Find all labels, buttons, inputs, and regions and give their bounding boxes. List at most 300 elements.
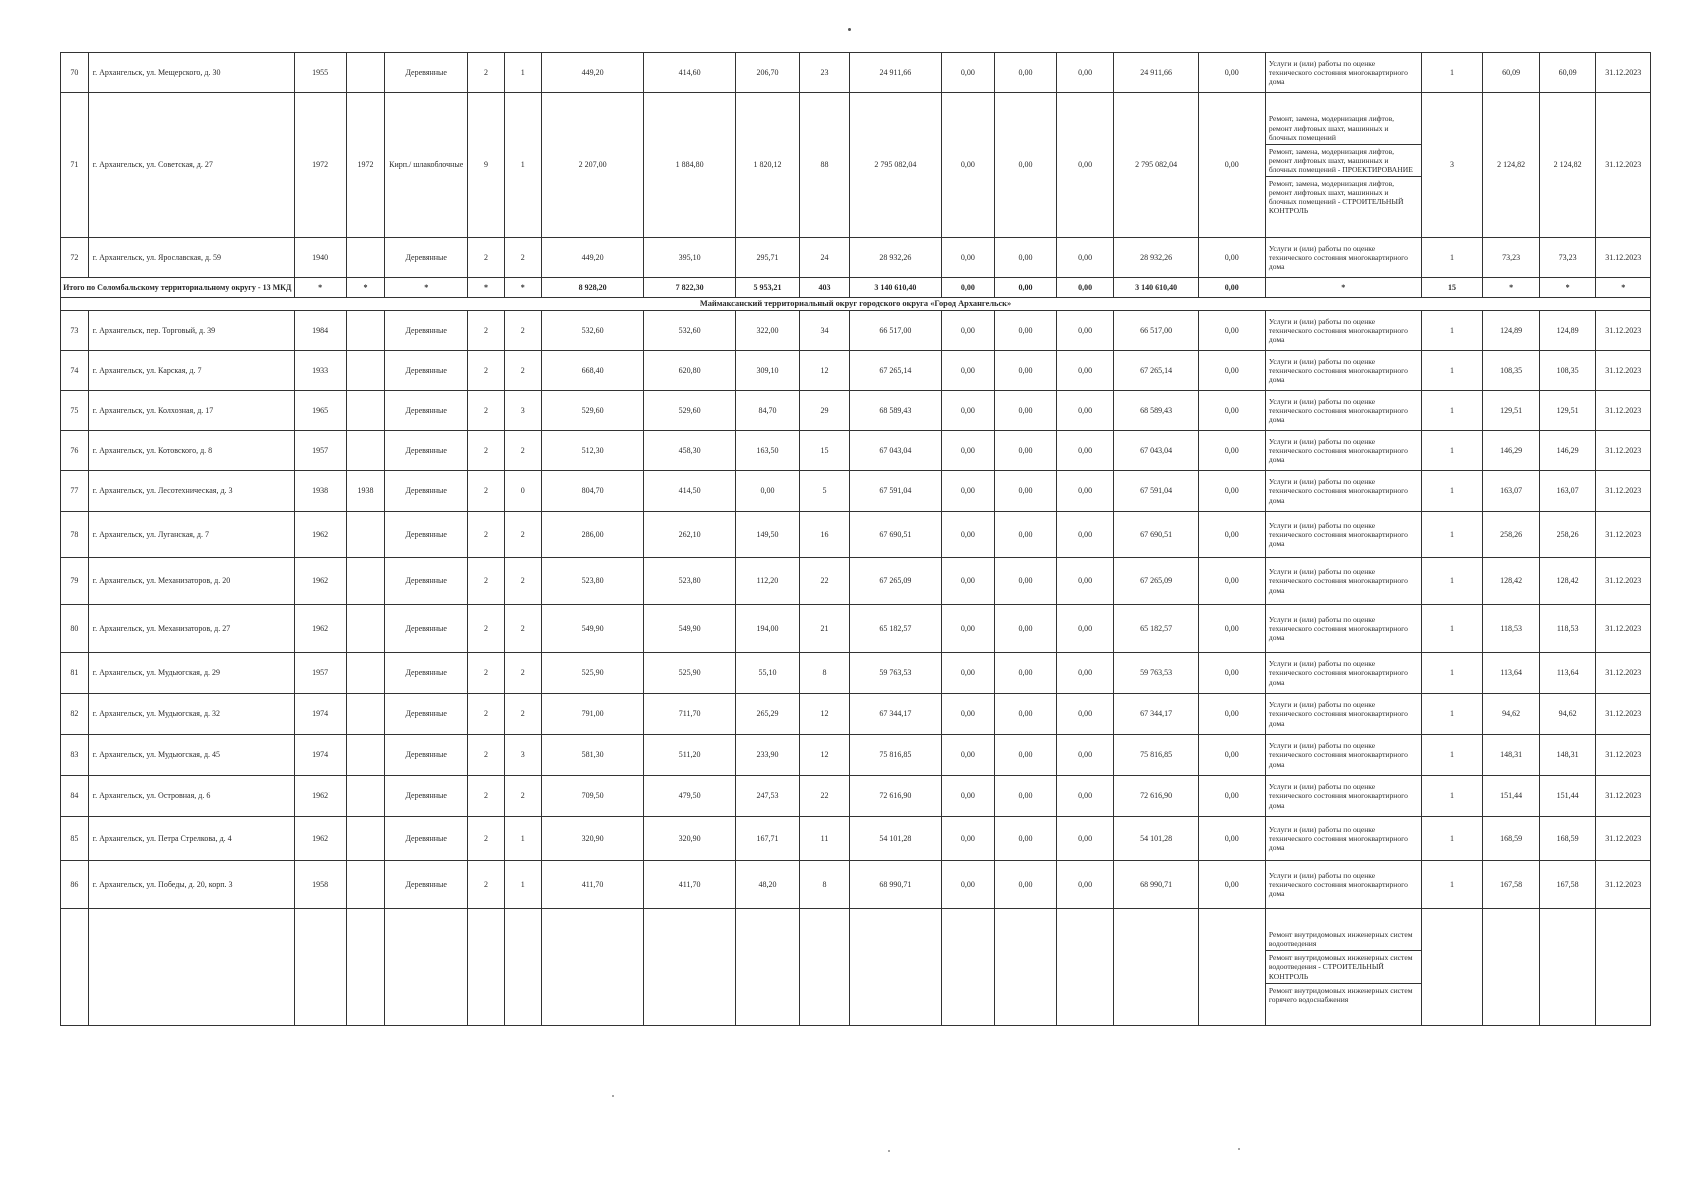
- cell-fund-3: 0,00: [1056, 558, 1114, 605]
- cell-fund-owners: 67 591,04: [1114, 471, 1198, 512]
- cell-number: 79: [61, 558, 89, 605]
- cell-deadline: 31.12.2023: [1596, 558, 1651, 605]
- total-entrances: *: [504, 278, 541, 298]
- cell-area-total: 532,60: [541, 311, 643, 351]
- cell-unit-cost: [1483, 909, 1540, 1026]
- service-item: Ремонт, замена, модернизация лифтов, ремонт лифтовых шахт, машинных и блочных помещений - СТРОИТЕЛЬНЫЙ КОНТРОЛЬ: [1266, 176, 1421, 217]
- cell-area-premises: 523,80: [644, 558, 736, 605]
- solombala-total: [61, 278, 1651, 311]
- total-service-count: 15: [1421, 278, 1483, 298]
- cell-floors: 2: [468, 351, 504, 391]
- cell-year-built: 1957: [294, 653, 346, 694]
- cell-area-premises: 525,90: [644, 653, 736, 694]
- cell-residents: 12: [799, 694, 849, 735]
- cell-address: г. Архангельск, ул. Мудьюгская, д. 29: [88, 653, 294, 694]
- cell-area-premises: 414,60: [644, 53, 736, 93]
- cell-wall-material: Деревянные: [385, 653, 468, 694]
- cell-entrances: 2: [504, 558, 541, 605]
- cell-services: [1265, 653, 1421, 694]
- cell-area-premises: 395,10: [644, 238, 736, 278]
- cell-fund-2: 0,00: [995, 238, 1057, 278]
- cell-area-premises: 479,50: [644, 776, 736, 817]
- cell-area-total: 709,50: [541, 776, 643, 817]
- cell-number: 76: [61, 431, 89, 471]
- cell-wall-material: Деревянные: [385, 471, 468, 512]
- cell-year-commission: [346, 817, 384, 861]
- cell-fund-3: 0,00: [1056, 861, 1114, 909]
- trailing-rows: [61, 909, 1651, 1026]
- cell-fund-3: 0,00: [1056, 93, 1114, 238]
- cell-area-residential: 0,00: [735, 471, 799, 512]
- cell-area-residential: 265,29: [735, 694, 799, 735]
- cell-area-premises: 511,20: [644, 735, 736, 776]
- cell-unit-cost: 118,53: [1483, 605, 1540, 653]
- table-row: [61, 512, 1651, 558]
- cell-unit-cost: 60,09: [1483, 53, 1540, 93]
- cell-area-total: 804,70: [541, 471, 643, 512]
- total-fund-3: 0,00: [1056, 278, 1114, 298]
- cell-fund-1: 0,00: [941, 351, 994, 391]
- cell-unit-cost: 148,31: [1483, 735, 1540, 776]
- service-item: Услуги и (или) работы по оценке технического состояния многоквартирного дома: [1268, 436, 1408, 465]
- cell-unit-cost: 108,35: [1483, 351, 1540, 391]
- cell-year-commission: [346, 391, 384, 431]
- total-max-unit-cost: *: [1539, 278, 1596, 298]
- cell-wall-material: Деревянные: [385, 558, 468, 605]
- cell-service-count: 1: [1421, 735, 1483, 776]
- cell-cost: 24 911,66: [850, 53, 942, 93]
- cell-number: 71: [61, 93, 89, 238]
- cell-address: г. Архангельск, ул. Котовского, д. 8: [88, 431, 294, 471]
- cell-area-premises: 458,30: [644, 431, 736, 471]
- cell-fund-owners: 59 763,53: [1114, 653, 1198, 694]
- cell-year-built: 1962: [294, 605, 346, 653]
- cell-address: г. Архангельск, пер. Торговый, д. 39: [88, 311, 294, 351]
- cell-number: 73: [61, 311, 89, 351]
- cell-wall-material: Кирп./ шлакоблочные: [385, 93, 468, 238]
- cell-deadline: [1596, 909, 1651, 1026]
- service-item: Услуги и (или) работы по оценке технического состояния многоквартирного дома: [1268, 520, 1408, 549]
- table-row: [61, 776, 1651, 817]
- cell-fund-owners: 67 265,09: [1114, 558, 1198, 605]
- cell-wall-material: Деревянные: [385, 238, 468, 278]
- cell-year-commission: [346, 909, 384, 1026]
- cell-entrances: 1: [504, 817, 541, 861]
- cell-services: [1265, 735, 1421, 776]
- cell-entrances: 2: [504, 311, 541, 351]
- cell-unit-cost: 163,07: [1483, 471, 1540, 512]
- cell-fund-2: 0,00: [995, 351, 1057, 391]
- cell-residents: 22: [799, 558, 849, 605]
- service-item: Услуги и (или) работы по оценке технического состояния многоквартирного дома: [1268, 741, 1408, 769]
- cell-deadline: 31.12.2023: [1596, 311, 1651, 351]
- cell-number: 85: [61, 817, 89, 861]
- cell-area-residential: 295,71: [735, 238, 799, 278]
- cell-fund-3: [1056, 909, 1114, 1026]
- cell-year-built: 1957: [294, 431, 346, 471]
- cell-wall-material: Деревянные: [385, 351, 468, 391]
- cell-max-unit-cost: 151,44: [1539, 776, 1596, 817]
- cell-fund-2: 0,00: [995, 431, 1057, 471]
- table-row: [61, 431, 1651, 471]
- cell-year-built: 1972: [294, 93, 346, 238]
- cell-wall-material: Деревянные: [385, 694, 468, 735]
- cell-address: г. Архангельск, ул. Мудьюгская, д. 45: [88, 735, 294, 776]
- cell-entrances: 1: [504, 53, 541, 93]
- cell-services: [1265, 605, 1421, 653]
- total-fund-owners: 3 140 610,40: [1114, 278, 1198, 298]
- cell-area-residential: 309,10: [735, 351, 799, 391]
- scan-speck: [612, 1095, 614, 1097]
- cell-fund-other: 0,00: [1198, 431, 1265, 471]
- cell-unit-cost: 113,64: [1483, 653, 1540, 694]
- cell-fund-1: 0,00: [941, 694, 994, 735]
- cell-fund-1: 0,00: [941, 391, 994, 431]
- total-residents: 403: [799, 278, 849, 298]
- cell-deadline: 31.12.2023: [1596, 512, 1651, 558]
- cell-fund-2: 0,00: [995, 861, 1057, 909]
- total-deadline: *: [1596, 278, 1651, 298]
- service-item: Услуги и (или) работы по оценке технического состояния многоквартирного дома: [1268, 614, 1408, 643]
- cell-address: г. Архангельск, ул. Механизаторов, д. 27: [88, 605, 294, 653]
- cell-deadline: 31.12.2023: [1596, 861, 1651, 909]
- cell-fund-3: 0,00: [1056, 735, 1114, 776]
- cell-fund-1: 0,00: [941, 653, 994, 694]
- cell-max-unit-cost: 129,51: [1539, 391, 1596, 431]
- cell-fund-1: 0,00: [941, 776, 994, 817]
- scan-speck: [848, 28, 851, 31]
- cell-area-total: 449,20: [541, 53, 643, 93]
- cell-service-count: 1: [1421, 694, 1483, 735]
- cell-year-built: 1984: [294, 311, 346, 351]
- total-area-premises: 7 822,30: [644, 278, 736, 298]
- cell-unit-cost: 124,89: [1483, 311, 1540, 351]
- cell-fund-3: 0,00: [1056, 351, 1114, 391]
- cell-cost: 2 795 082,04: [850, 93, 942, 238]
- cell-fund-2: 0,00: [995, 471, 1057, 512]
- cell-services: [1265, 471, 1421, 512]
- cell-fund-owners: 67 265,14: [1114, 351, 1198, 391]
- cell-address: г. Архангельск, ул. Мещерского, д. 30: [88, 53, 294, 93]
- cell-wall-material: Деревянные: [385, 512, 468, 558]
- cell-wall-material: [385, 909, 468, 1026]
- cell-fund-owners: [1114, 909, 1198, 1026]
- cell-fund-other: 0,00: [1198, 238, 1265, 278]
- cell-entrances: 2: [504, 351, 541, 391]
- cell-residents: 29: [799, 391, 849, 431]
- cell-area-premises: 411,70: [644, 861, 736, 909]
- table-row: [61, 653, 1651, 694]
- cell-cost: 67 344,17: [850, 694, 942, 735]
- cell-fund-1: 0,00: [941, 817, 994, 861]
- cell-address: г. Архангельск, ул. Мудьюгская, д. 32: [88, 694, 294, 735]
- total-label: Итого по Соломбальскому территориальному округу - 13 МКД: [61, 278, 295, 298]
- cell-residents: 21: [799, 605, 849, 653]
- cell-deadline: 31.12.2023: [1596, 53, 1651, 93]
- cell-year-built: 1962: [294, 817, 346, 861]
- cell-wall-material: Деревянные: [385, 776, 468, 817]
- cell-floors: 2: [468, 431, 504, 471]
- cell-max-unit-cost: 148,31: [1539, 735, 1596, 776]
- cell-year-built: 1962: [294, 512, 346, 558]
- cell-fund-1: [941, 909, 994, 1026]
- cell-fund-other: 0,00: [1198, 605, 1265, 653]
- cell-deadline: 31.12.2023: [1596, 694, 1651, 735]
- cell-area-premises: 1 884,80: [644, 93, 736, 238]
- cell-year-built: 1933: [294, 351, 346, 391]
- cell-entrances: 1: [504, 93, 541, 238]
- cell-area-total: 525,90: [541, 653, 643, 694]
- cell-floors: 2: [468, 311, 504, 351]
- total-services: *: [1265, 278, 1421, 298]
- total-floors: *: [468, 278, 504, 298]
- total-area-total: 8 928,20: [541, 278, 643, 298]
- cell-year-commission: [346, 512, 384, 558]
- cell-fund-owners: 67 043,04: [1114, 431, 1198, 471]
- district-total-row: [61, 278, 1651, 298]
- cell-fund-1: 0,00: [941, 512, 994, 558]
- cell-fund-owners: 65 182,57: [1114, 605, 1198, 653]
- cell-year-commission: [346, 431, 384, 471]
- total-year-commission: *: [346, 278, 384, 298]
- cell-deadline: 31.12.2023: [1596, 605, 1651, 653]
- cell-unit-cost: 258,26: [1483, 512, 1540, 558]
- cell-max-unit-cost: 168,59: [1539, 817, 1596, 861]
- cell-number: 83: [61, 735, 89, 776]
- cell-year-built: 1974: [294, 735, 346, 776]
- cell-address: г. Архангельск, ул. Карская, д. 7: [88, 351, 294, 391]
- cell-service-count: 1: [1421, 817, 1483, 861]
- cell-residents: 8: [799, 861, 849, 909]
- cell-entrances: 3: [504, 391, 541, 431]
- cell-service-count: 1: [1421, 653, 1483, 694]
- cell-floors: 2: [468, 694, 504, 735]
- solombala-rows: [61, 53, 1651, 278]
- cell-services: [1265, 861, 1421, 909]
- cell-max-unit-cost: 2 124,82: [1539, 93, 1596, 238]
- cell-unit-cost: 129,51: [1483, 391, 1540, 431]
- table-row: [61, 351, 1651, 391]
- table-row: [61, 735, 1651, 776]
- cell-services: [1265, 694, 1421, 735]
- cell-area-total: 523,80: [541, 558, 643, 605]
- cell-service-count: 1: [1421, 311, 1483, 351]
- cell-fund-1: 0,00: [941, 861, 994, 909]
- cell-year-commission: 1938: [346, 471, 384, 512]
- cell-fund-other: 0,00: [1198, 351, 1265, 391]
- cell-services: [1265, 53, 1421, 93]
- cell-fund-3: 0,00: [1056, 311, 1114, 351]
- cell-max-unit-cost: [1539, 909, 1596, 1026]
- cell-cost: 65 182,57: [850, 605, 942, 653]
- cell-residents: [799, 909, 849, 1026]
- cell-address: г. Архангельск, ул. Победы, д. 20, корп. 3: [88, 861, 294, 909]
- total-year-built: *: [294, 278, 346, 298]
- cell-area-total: 529,60: [541, 391, 643, 431]
- cell-area-premises: 549,90: [644, 605, 736, 653]
- cell-fund-2: 0,00: [995, 311, 1057, 351]
- table-row: [61, 471, 1651, 512]
- cell-area-total: [541, 909, 643, 1026]
- cell-year-built: 1962: [294, 558, 346, 605]
- table-row: [61, 93, 1651, 238]
- cell-fund-3: 0,00: [1056, 431, 1114, 471]
- service-item: Услуги и (или) работы по оценке технического состояния многоквартирного дома: [1268, 659, 1408, 687]
- cell-fund-2: 0,00: [995, 391, 1057, 431]
- cell-address: г. Архангельск, ул. Ярославская, д. 59: [88, 238, 294, 278]
- cell-floors: 2: [468, 735, 504, 776]
- cell-residents: 8: [799, 653, 849, 694]
- cell-floors: 2: [468, 605, 504, 653]
- cell-fund-1: 0,00: [941, 471, 994, 512]
- cell-entrances: 2: [504, 431, 541, 471]
- cell-floors: 2: [468, 653, 504, 694]
- cell-area-residential: 233,90: [735, 735, 799, 776]
- service-item: Услуги и (или) работы по оценке технического состояния многоквартирного дома: [1268, 356, 1408, 385]
- cell-fund-owners: 67 344,17: [1114, 694, 1198, 735]
- total-fund-other: 0,00: [1198, 278, 1265, 298]
- table-row: [61, 53, 1651, 93]
- cell-fund-1: 0,00: [941, 431, 994, 471]
- cell-address: [88, 909, 294, 1026]
- cell-fund-3: 0,00: [1056, 391, 1114, 431]
- table-row: [61, 605, 1651, 653]
- cell-area-residential: [735, 909, 799, 1026]
- cell-fund-owners: 75 816,85: [1114, 735, 1198, 776]
- cell-entrances: 2: [504, 238, 541, 278]
- cell-entrances: 2: [504, 776, 541, 817]
- cell-fund-1: 0,00: [941, 605, 994, 653]
- service-item: Услуги и (или) работы по оценке технического состояния многоквартирного дома: [1268, 477, 1408, 505]
- cell-area-premises: 414,50: [644, 471, 736, 512]
- cell-floors: 2: [468, 861, 504, 909]
- cell-area-residential: 247,53: [735, 776, 799, 817]
- cell-number: 77: [61, 471, 89, 512]
- cell-deadline: 31.12.2023: [1596, 471, 1651, 512]
- cell-unit-cost: 168,59: [1483, 817, 1540, 861]
- cell-fund-1: 0,00: [941, 735, 994, 776]
- cell-service-count: 1: [1421, 558, 1483, 605]
- cell-cost: 67 690,51: [850, 512, 942, 558]
- cell-floors: 2: [468, 471, 504, 512]
- cell-entrances: 2: [504, 605, 541, 653]
- cell-year-commission: [346, 351, 384, 391]
- maimaksa-rows: [61, 311, 1651, 909]
- cell-residents: 15: [799, 431, 849, 471]
- cell-deadline: 31.12.2023: [1596, 735, 1651, 776]
- cell-service-count: 1: [1421, 512, 1483, 558]
- cell-area-total: 2 207,00: [541, 93, 643, 238]
- cell-fund-3: 0,00: [1056, 605, 1114, 653]
- cell-fund-other: 0,00: [1198, 558, 1265, 605]
- cell-fund-2: 0,00: [995, 735, 1057, 776]
- cell-area-premises: 711,70: [644, 694, 736, 735]
- cell-cost: 67 591,04: [850, 471, 942, 512]
- cell-service-count: 1: [1421, 431, 1483, 471]
- cell-deadline: 31.12.2023: [1596, 238, 1651, 278]
- cell-address: г. Архангельск, ул. Лесотехническая, д. 3: [88, 471, 294, 512]
- table-row: [61, 817, 1651, 861]
- cell-fund-2: 0,00: [995, 694, 1057, 735]
- table-row: [61, 311, 1651, 351]
- cell-year-commission: [346, 238, 384, 278]
- cell-fund-other: 0,00: [1198, 512, 1265, 558]
- cell-entrances: 3: [504, 735, 541, 776]
- cell-cost: 59 763,53: [850, 653, 942, 694]
- cell-services: [1265, 351, 1421, 391]
- cell-year-built: 1940: [294, 238, 346, 278]
- service-item: Услуги и (или) работы по оценке технического состояния многоквартирного дома: [1268, 567, 1408, 595]
- cell-fund-3: 0,00: [1056, 653, 1114, 694]
- cell-area-total: 581,30: [541, 735, 643, 776]
- cell-entrances: 2: [504, 653, 541, 694]
- table-row-cutoff: [61, 909, 1651, 1026]
- cell-unit-cost: 2 124,82: [1483, 93, 1540, 238]
- cell-fund-owners: 28 932,26: [1114, 238, 1198, 278]
- total-fund-1: 0,00: [941, 278, 994, 298]
- cell-service-count: 1: [1421, 391, 1483, 431]
- cell-unit-cost: 94,62: [1483, 694, 1540, 735]
- cell-residents: 23: [799, 53, 849, 93]
- table-row: [61, 861, 1651, 909]
- cell-service-count: 3: [1421, 93, 1483, 238]
- cell-floors: 2: [468, 776, 504, 817]
- service-item: Ремонт внутридомовых инженерных систем водоотведения: [1268, 930, 1413, 949]
- cell-fund-1: 0,00: [941, 53, 994, 93]
- service-item: Ремонт внутридомовых инженерных систем водоотведения - СТРОИТЕЛЬНЫЙ КОНТРОЛЬ: [1266, 950, 1421, 982]
- cell-year-built: 1958: [294, 861, 346, 909]
- cell-services: [1265, 558, 1421, 605]
- service-item: Услуги и (или) работы по оценке технического состояния многоквартирного дома: [1268, 396, 1408, 425]
- cell-wall-material: Деревянные: [385, 817, 468, 861]
- cell-unit-cost: 167,58: [1483, 861, 1540, 909]
- cell-fund-other: 0,00: [1198, 776, 1265, 817]
- cell-services: [1265, 431, 1421, 471]
- cell-max-unit-cost: 113,64: [1539, 653, 1596, 694]
- cell-fund-2: 0,00: [995, 512, 1057, 558]
- cell-floors: 2: [468, 817, 504, 861]
- cell-year-built: 1955: [294, 53, 346, 93]
- cell-fund-3: 0,00: [1056, 238, 1114, 278]
- cell-year-commission: [346, 53, 384, 93]
- cell-fund-owners: 68 990,71: [1114, 861, 1198, 909]
- cell-fund-3: 0,00: [1056, 512, 1114, 558]
- cell-fund-2: [995, 909, 1057, 1026]
- cell-year-commission: [346, 776, 384, 817]
- cell-services: [1265, 311, 1421, 351]
- cell-number: 72: [61, 238, 89, 278]
- cell-fund-owners: 2 795 082,04: [1114, 93, 1198, 238]
- cell-year-commission: [346, 653, 384, 694]
- cell-number: 82: [61, 694, 89, 735]
- cell-service-count: 1: [1421, 238, 1483, 278]
- table-row: [61, 238, 1651, 278]
- cell-service-count: 1: [1421, 471, 1483, 512]
- cell-fund-other: 0,00: [1198, 53, 1265, 93]
- table-row: [61, 391, 1651, 431]
- cell-deadline: 31.12.2023: [1596, 93, 1651, 238]
- cell-services: [1265, 512, 1421, 558]
- cell-max-unit-cost: 128,42: [1539, 558, 1596, 605]
- cell-number: 75: [61, 391, 89, 431]
- cell-area-residential: 194,00: [735, 605, 799, 653]
- cell-fund-2: 0,00: [995, 53, 1057, 93]
- cell-residents: 34: [799, 311, 849, 351]
- cell-number: 78: [61, 512, 89, 558]
- cell-cost: 67 265,09: [850, 558, 942, 605]
- cell-area-total: 668,40: [541, 351, 643, 391]
- cell-fund-2: 0,00: [995, 558, 1057, 605]
